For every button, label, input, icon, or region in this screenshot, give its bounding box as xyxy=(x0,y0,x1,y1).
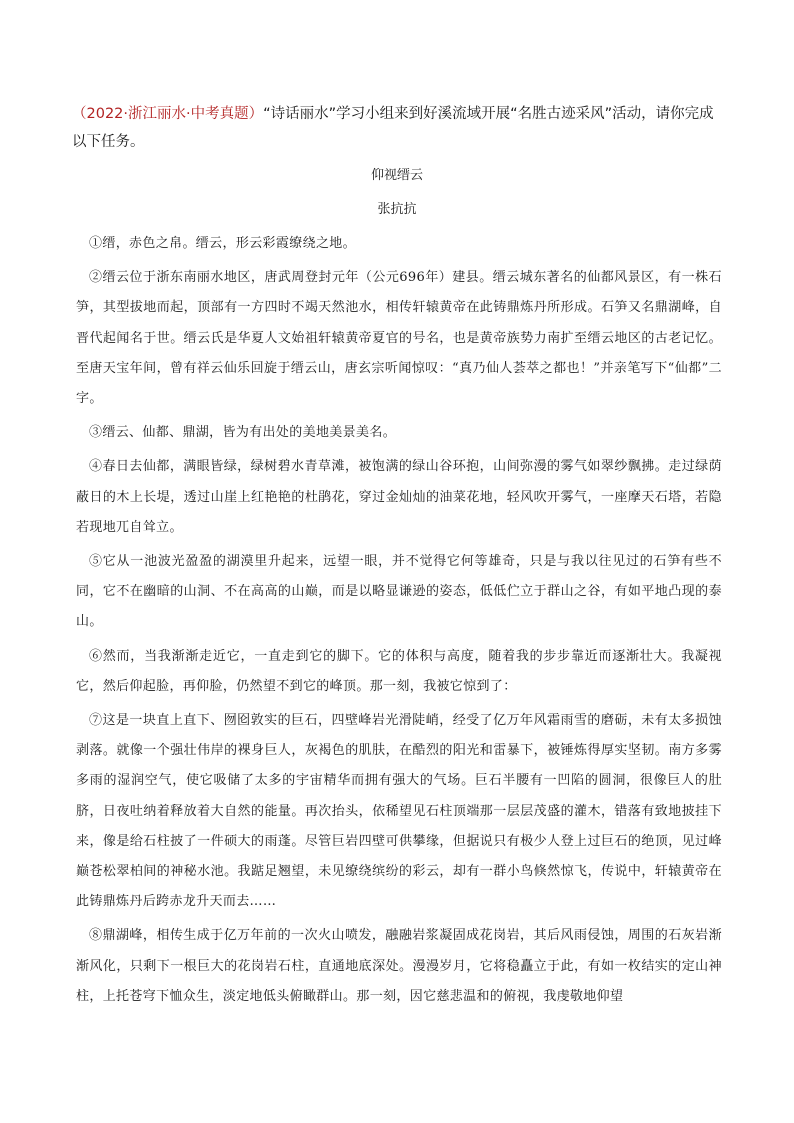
paragraph-8: ⑧鼎湖峰，相传生成于亿万年前的一次火山喷发，融融岩浆凝固成花岗岩，其后风雨侵蚀，周围的石灰岩渐渐风化，只剩下一根巨大的花岗岩石柱，直通地底深处。漫漫岁月，它将稳矗立于此，有如一枚结实的定山神柱，上托苍穹下恤众生，淡定地低头俯瞰群山。那一刻，因它慈悲温和的俯视，我虔敬地仰望 xyxy=(76,928,722,1004)
article-body xyxy=(76,229,722,1016)
paragraph-4: ④春日去仙都，满眼皆绿，绿树碧水青草滩，被饱满的绿山谷环抱，山间弥漫的雾气如翠纱飘拂。走过绿荫蔽日的木上长堤，透过山崖上红艳艳的杜鹃花，穿过金灿灿的油菜花地，轻风吹开雾气，一座摩天石塔，若隐若现地兀自耸立。 xyxy=(76,459,722,535)
question-source: （2022·浙江丽水·中考真题） xyxy=(72,106,264,122)
article-author: 张抗抗 xyxy=(377,202,417,217)
question-intro xyxy=(72,100,722,156)
paragraph-1: ①缙，赤色之帛。缙云，形云彩霞缭绕之地。 xyxy=(89,236,357,251)
paragraph-7: ⑦这是一块直上直下、囫囵敦实的巨石，四壁峰岩光滑陡峭，经受了亿万年风霜雨雪的磨砺，未有太多损蚀剥落。就像一个强壮伟岸的裸身巨人，灰褐色的肌肤，在酷烈的阳光和雷暴下，被锤炼得厚实坚韧。南方多雾多雨的湿润空气，使它吸储了太多的宇宙精华而拥有强大的气场。巨石半腰有一凹陷的圆洞，很像巨人的肚脐，日夜吐纳着释放着大自然的能量。再次抬头，依稀望见石柱顶端那一层层茂盛的灌木，错落有致地披挂下来，像是给石柱披了一件硕大的雨蓬。尽管巨岩四壁可供攀缘，但据说只有极少人登上过巨石的绝顶，见过峰巅苍松翠柏间的神秘水池。我踮足翘望，未见缭绕缤纷的彩云，却有一群小鸟倏然惊飞，传说中，轩辕黄帝在此铸鼎炼丹后跨赤龙升天而去…… xyxy=(76,713,722,910)
paragraph-3: ③缙云、仙都、鼎湖，皆为有出处的美地美景美名。 xyxy=(89,425,397,441)
article-title: 仰视缙云 xyxy=(370,168,423,183)
paragraph-5: ⑤它从一池波光盈盈的湖漠里升起来，远望一眼，并不觉得它何等雄奇，只是与我以往见过的石笋有些不同，它不在幽暗的山洞、不在高高的山巅，而是以略显谦逊的姿态，低低伫立于群山之谷，有如平地凸现的泰山。 xyxy=(76,554,722,630)
question-instruction: “诗话丽水”学习小组来到好溪流域开展“名胜古迹采风”活动，请你完成以下任务。 xyxy=(72,106,714,150)
paragraph-6: ⑥然而，当我渐渐走近它，一直走到它的脚下。它的体积与高度，随着我的步步靠近而逐渐壮大。我凝视它，然后仰起脸，再仰脸，仍然望不到它的峰顶。那一刻，我被它惊到了： xyxy=(76,648,722,694)
paragraph-2: ②缙云位于浙东南丽水地区，唐武周登封元年（公元696年）建县。缙云城东著名的仙都风景区，有一株石笋，其型拔地而起，顶部有一方四时不竭天然池水，相传轩辕黄帝在此铸鼎炼丹所形成。石笋又名鼎湖峰，自晋代起闻名于世。缙云氏是华夏人文始祖轩辕黄帝夏官的号名，也是黄帝族势力南扩至缙云地区的古老记忆。至唐天宝年间，曾有祥云仙乐回旋于缙云山，唐玄宗听闻惊叹：“真乃仙人荟萃之都也！”并亲笔写下“仙都”二字。 xyxy=(76,270,722,407)
